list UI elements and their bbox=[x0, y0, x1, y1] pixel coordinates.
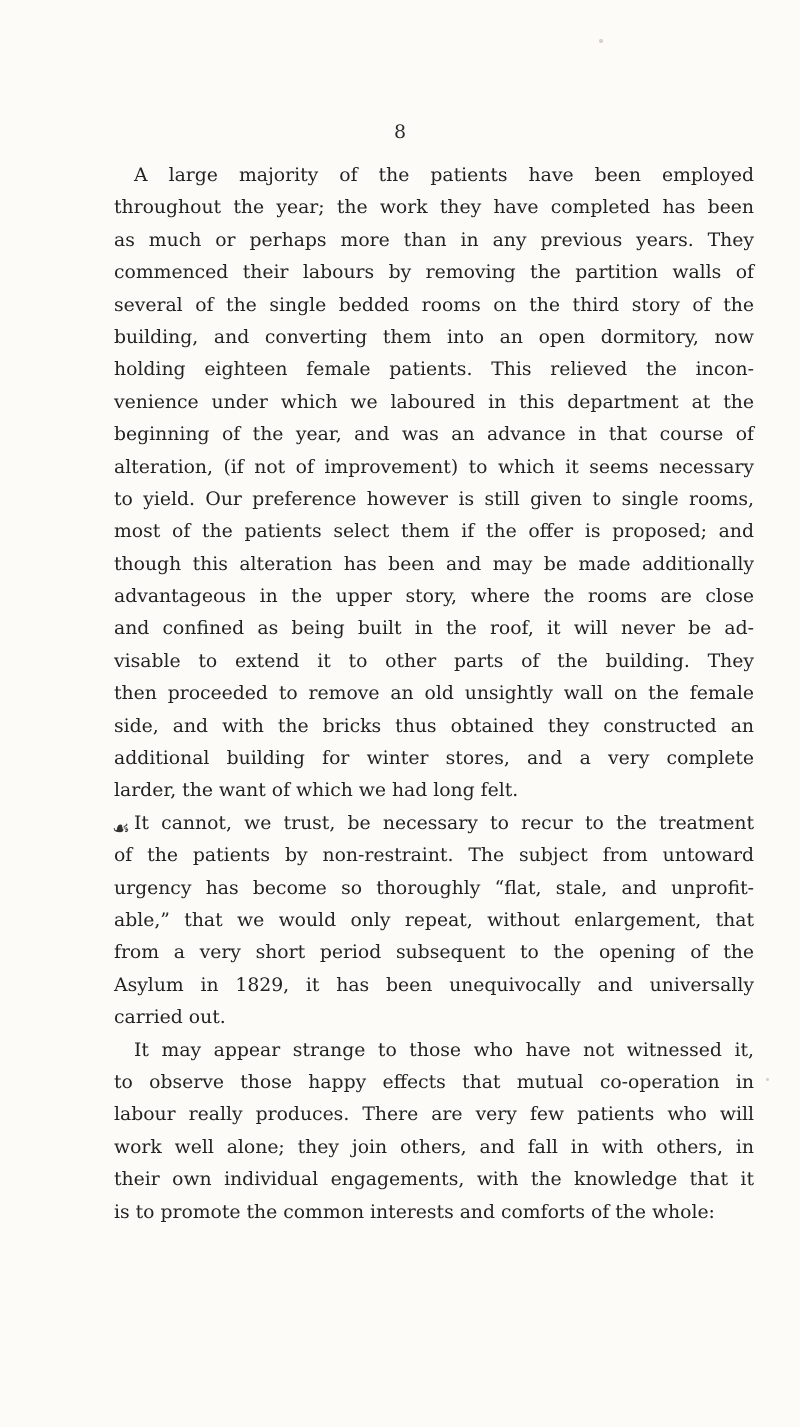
text-line-with-margin-mark bbox=[114, 808, 754, 840]
text-line: visable to extend it to other parts of the building. They bbox=[114, 650, 754, 672]
text-line: venience under which we laboured in this department at the bbox=[114, 391, 754, 413]
text-line: It cannot, we trust, be necessary to recur to the treatment bbox=[134, 812, 754, 834]
text-line: and confined as being built in the roof, it will never be ad- bbox=[114, 618, 754, 640]
text-line: from a very short period subsequent to the opening of the bbox=[114, 942, 754, 964]
text-line: work well alone; they join others, and fall in with others, in bbox=[114, 1136, 754, 1158]
text-line: holding eighteen female patients. This relieved the incon- bbox=[114, 359, 754, 381]
paper-speck bbox=[766, 1078, 769, 1081]
paper-speck bbox=[599, 39, 603, 43]
text-line: beginning of the year, and was an advance in that course of bbox=[114, 424, 754, 446]
text-line: A large majority of the patients have been employed bbox=[134, 165, 754, 186]
text-line: advantageous in the upper story, where the rooms are close bbox=[114, 586, 754, 608]
text-line: commenced their labours by removing the partition walls of bbox=[114, 262, 754, 284]
text-line: It may appear strange to those who have not witnessed it, bbox=[134, 1039, 754, 1061]
text-line: Asylum in 1829, it has been unequivocally and universally bbox=[114, 974, 754, 996]
text-line: to observe those happy effects that mutual co-operation in bbox=[114, 1071, 754, 1093]
text-line: though this alteration has been and may be made additionally bbox=[114, 553, 754, 575]
paragraph-3 bbox=[114, 1035, 754, 1229]
text-line: as much or perhaps more than in any previous years. They bbox=[114, 229, 754, 251]
paragraph-2 bbox=[114, 808, 754, 1035]
page-number: 8 bbox=[393, 121, 407, 143]
text-line: throughout the year; the work they have completed has been bbox=[114, 197, 754, 219]
text-line: additional building for winter stores, and a very complete bbox=[114, 748, 754, 770]
text-line: to yield. Our preference however is still given to single rooms, bbox=[114, 488, 754, 510]
text-line: their own individual engagements, with the knowledge that it bbox=[114, 1169, 754, 1191]
text-line: able,” that we would only repeat, without enlargement, that bbox=[114, 909, 754, 931]
text-line: side, and with the bricks thus obtained they constructed an bbox=[114, 715, 754, 737]
text-line: carried out. bbox=[114, 1007, 226, 1029]
body-text bbox=[114, 160, 754, 1229]
text-line: most of the patients select them if the offer is proposed; and bbox=[114, 521, 754, 543]
text-line: larder, the want of which we had long felt. bbox=[114, 780, 519, 802]
margin-mark-icon: ☙ bbox=[112, 815, 130, 840]
text-line: is to promote the common interests and comforts of the whole: bbox=[114, 1201, 715, 1223]
text-line: then proceeded to remove an old unsightly wall on the female bbox=[114, 683, 754, 705]
text-line: labour really produces. There are very few patients who will bbox=[114, 1104, 754, 1126]
text-line: urgency has become so thoroughly “flat, stale, and unprofit- bbox=[114, 877, 754, 899]
text-line: building, and converting them into an open dormitory, now bbox=[114, 326, 754, 348]
text-line: of the patients by non-restraint. The subject from untoward bbox=[114, 845, 754, 867]
text-line: alteration, (if not of improvement) to which it seems necessary bbox=[114, 456, 754, 478]
paragraph-1 bbox=[114, 160, 754, 808]
text-line: several of the single bedded rooms on the third story of the bbox=[114, 294, 754, 316]
